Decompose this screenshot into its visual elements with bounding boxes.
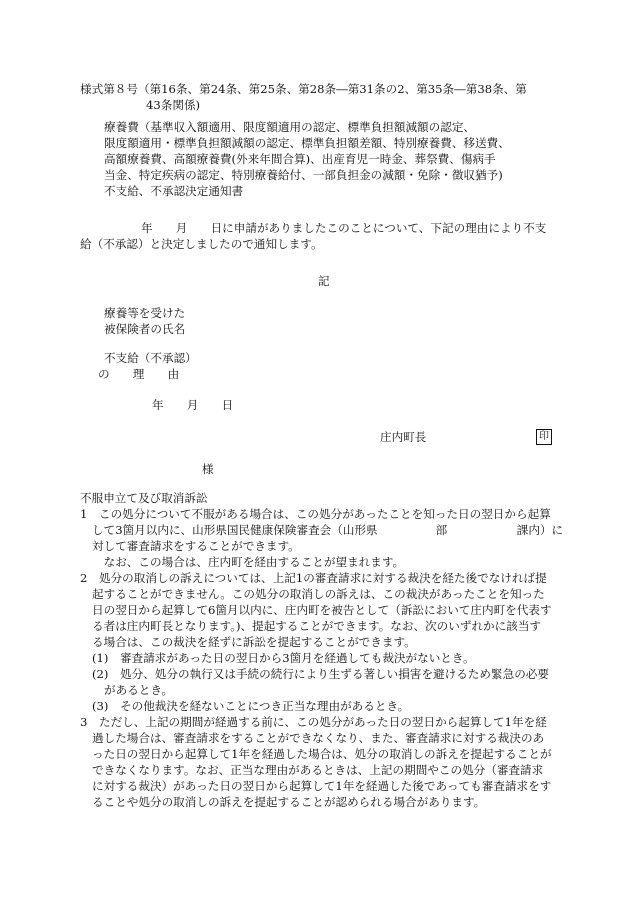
title-line-5: 不支給、不承認決定通知書 [104,184,244,198]
issuer-name: 庄内町長 [380,430,427,444]
appeal-line: (3) その他裁決を経ないことにつき正当な理由があるとき。 [92,699,410,713]
appeal-line: 3 ただし、上記の期間が経過する前に、この処分があった日の翌日から起算して1年を経 [80,715,547,729]
appeal-line: った日の翌日から起算して1年を経過した場合は、処分の取消しの訴えを提起することが [92,747,552,761]
intro-line-1: 年 月 日に申請がありましたこのことについて、下記の理由により不支 [141,221,547,235]
reason-label-2: の 理 由 [98,367,180,381]
appeal-line: できなくなります。なお、正当な理由があるときは、上記の期間やこの処分（審査請求 [92,763,544,777]
ki-heading: 記 [318,274,330,288]
appeal-line: 2 処分の取消しの訴えについては、上記1の審査請求に対する裁決を経た後でなければ提 [80,571,547,585]
reason-label-1: 不支給（不承認） [104,351,197,365]
appeal-line: 1 この処分について不服がある場合は、この処分があったことを知った日の翌日から起算 [80,507,551,521]
appeal-line: 日の翌日から起算して6箇月以内に、庄内町を被告として（訴訟において庄内町を代表す [92,603,552,617]
title-line-3: 高額療養費、高額療養費(外来年間合算)、出産育児一時金、葬祭費、傷病手 [104,152,496,166]
recipient-sama: 様 [202,462,214,476]
intro-line-2: 給（不承認）と決定しましたので通知します。 [80,237,323,251]
appeal-line: る者は庄内町長となります。)、提起することができます。なお、次のいずれかに該当す [92,619,542,633]
appeal-line: に対する裁決）があった日の翌日から起算して1年を経過した後であっても審査請求をす [92,779,552,793]
appeal-heading: 不服申立て及び取消訴訟 [80,491,208,505]
appeal-line: があるとき。 [104,683,174,697]
appeal-line: る場合は、この裁決を経ずに訴訟を提起することができます。 [92,635,416,649]
appeal-line: (1) 審査請求があった日の翌日から3箇月を経過しても裁決がないとき。 [92,651,475,665]
title-line-4: 当金、特定疾病の認定、特別療養給付、一部負担金の減額・免除・徴収猶予) [104,168,503,182]
appeal-line: 対して審査請求をすることができます。 [92,539,300,553]
appeal-line: ることや処分の取消しの訴えを提起することが認められる場合があります。 [92,795,486,809]
title-line-1: 療養費（基準収入額適用、限度額適用の認定、標準負担額減額の認定、 [104,120,476,134]
appeal-line: 起することができません。この処分の取消しの訴えは、この裁決があったことを知った [92,587,545,601]
issue-date: 年 月 日 [152,398,234,412]
appeal-line: して3箇月以内に、山形県国民健康保険審査会（山形県 部 課内）に [92,523,564,537]
seal-mark: 印 [536,429,552,445]
title-line-2: 限度額適用・標準負担額減額の認定、標準負担額差額、特別療養費、移送費、 [104,136,510,150]
form-number-line-2: 43条関係) [146,98,201,112]
insured-label-1: 療養等を受けた [104,306,186,320]
appeal-line: なお、この場合は、庄内町を経由することが望まれます。 [92,555,405,569]
insured-label-2: 被保険者の氏名 [104,322,186,336]
appeal-line: (2) 処分、処分の執行又は手続の続行により生ずる著しい損害を避けるため緊急の必要 [92,667,549,681]
appeal-line: 過した場合は、審査請求をすることができなくなり、また、審査請求に対する裁決のあ [92,731,545,745]
form-number-line-1: 様式第８号（第16条、第24条、第25条、第28条―第31条の2、第35条―第38条、第 [80,82,527,96]
